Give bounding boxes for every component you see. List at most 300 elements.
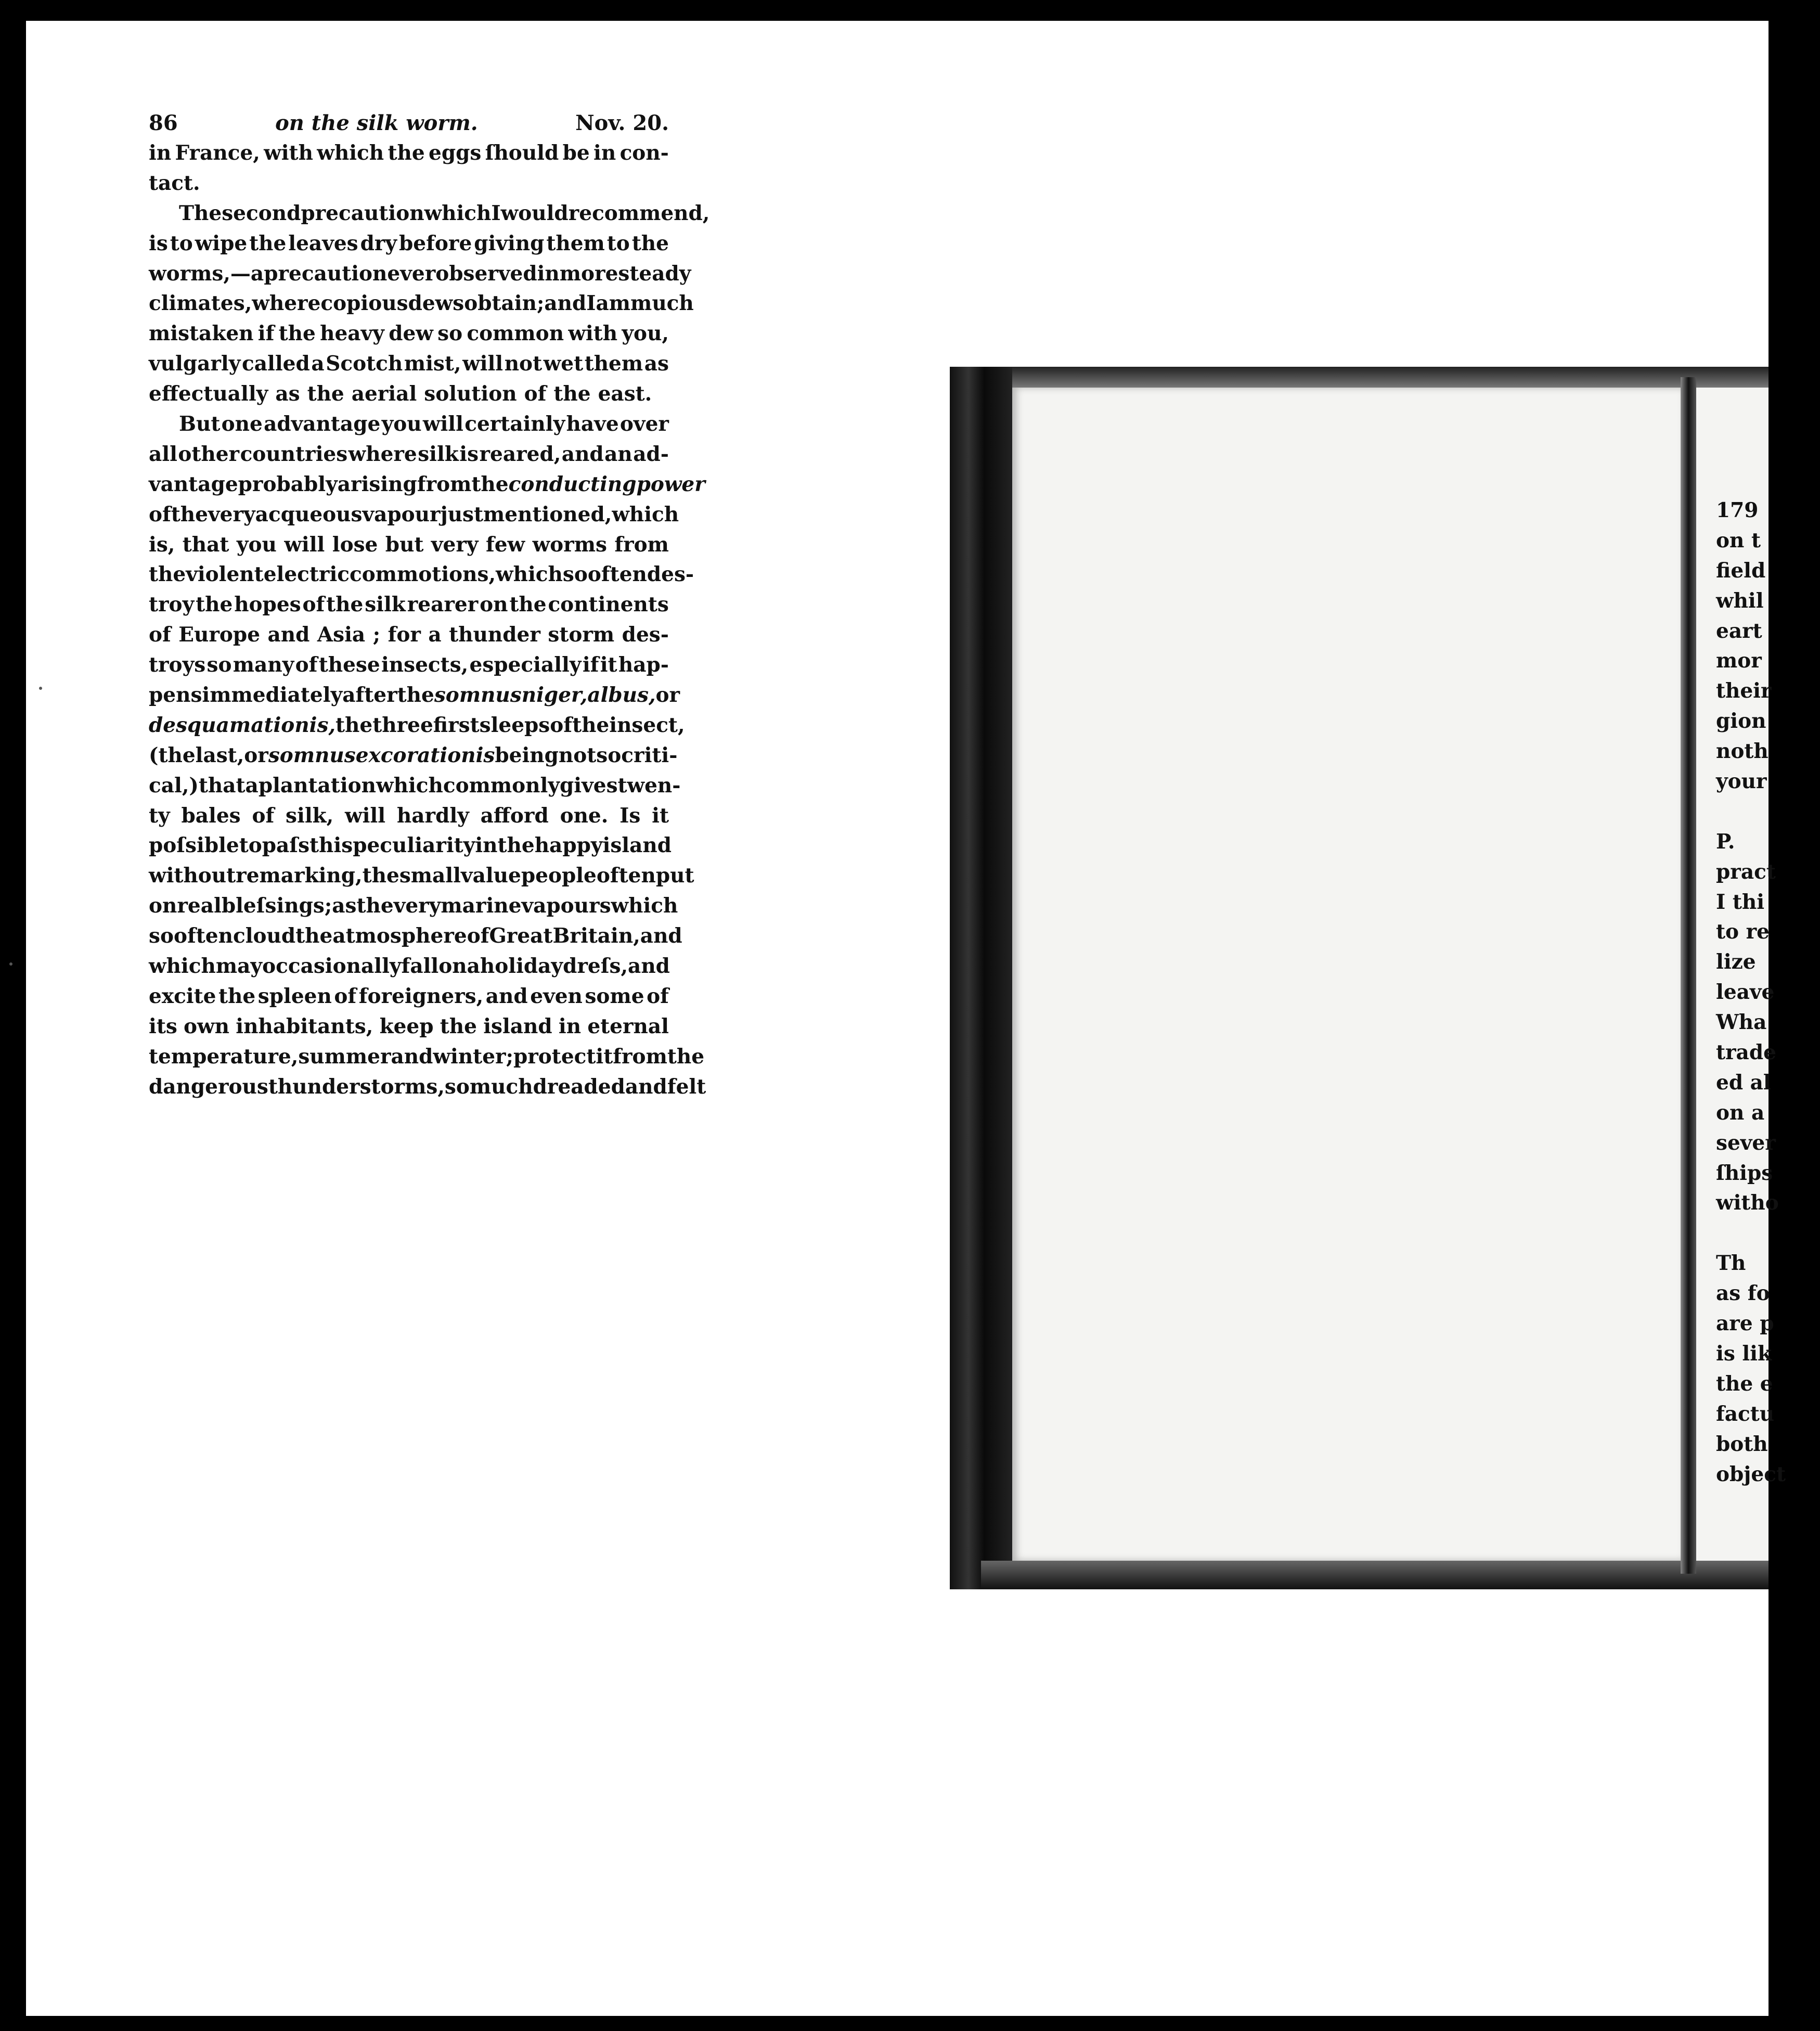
word: after — [342, 683, 397, 708]
right-page-line: 179 — [1716, 498, 1759, 522]
word: much — [469, 1074, 533, 1099]
text-line — [149, 952, 669, 982]
word: des- — [647, 562, 694, 587]
word: an — [604, 442, 633, 466]
word: and — [628, 954, 670, 979]
right-page-line: are p — [1716, 1312, 1774, 1336]
word: silk — [418, 442, 459, 466]
word: But — [179, 412, 221, 436]
word: certainly — [464, 412, 565, 436]
right-page-line: field — [1716, 558, 1766, 583]
word: poſsible — [149, 833, 239, 858]
word: will — [422, 412, 463, 436]
word: violent — [186, 562, 264, 587]
word: of — [467, 924, 489, 948]
word: troys — [149, 653, 206, 677]
right-page-line: witho — [1716, 1191, 1779, 1215]
word: dew — [389, 322, 433, 346]
right-page-line: the e — [1716, 1371, 1773, 1396]
word: countries — [240, 442, 348, 466]
text-line — [149, 590, 669, 620]
scan-speck — [9, 962, 12, 966]
book-gutter — [1681, 377, 1696, 1574]
word: gives — [560, 773, 618, 798]
word: acqueous — [255, 502, 363, 526]
right-page-line: Wha — [1716, 1010, 1767, 1035]
word: and — [391, 1044, 433, 1069]
word: bleſsings — [221, 894, 325, 918]
word: the — [295, 924, 333, 948]
right-page-line: as fo — [1716, 1281, 1770, 1306]
right-page — [1696, 388, 1786, 1561]
word: ; — [536, 291, 545, 316]
word: be — [562, 141, 590, 165]
word: France, — [175, 141, 260, 165]
word: hopes — [234, 593, 301, 617]
text-line — [149, 259, 691, 289]
word: keep — [379, 1014, 434, 1038]
header-date: Nov. 20. — [575, 111, 669, 135]
word: of — [149, 623, 171, 647]
right-page-line: eart — [1716, 619, 1762, 643]
text-line — [149, 741, 678, 771]
word: and — [625, 1074, 667, 1099]
word: where — [348, 442, 417, 466]
word: vantage — [149, 472, 238, 496]
word: in — [149, 141, 172, 165]
word: fall — [401, 954, 439, 979]
right-page-line: trade — [1716, 1040, 1776, 1065]
word: other — [178, 442, 240, 466]
word: to — [239, 833, 262, 858]
word: from — [614, 532, 669, 557]
word: the — [631, 231, 669, 255]
word: giving — [474, 231, 545, 255]
word: as — [275, 382, 300, 406]
right-page-line: your — [1716, 769, 1767, 794]
word: criti- — [621, 743, 678, 767]
word: the — [397, 683, 434, 708]
word: people — [521, 864, 597, 888]
word: so — [149, 924, 174, 948]
word: of — [252, 803, 275, 828]
word: wipe — [195, 231, 248, 255]
word: with — [568, 322, 618, 346]
word: commotions, — [350, 562, 496, 587]
word: foreigners, — [358, 984, 484, 1008]
word: so — [444, 1074, 470, 1099]
word: if — [257, 322, 275, 346]
word: will — [345, 803, 386, 828]
word: is — [459, 442, 479, 466]
word: probably — [238, 472, 338, 496]
word: as — [644, 352, 669, 376]
word: the — [471, 472, 509, 496]
word: you, — [622, 322, 669, 346]
word: somnus — [434, 683, 522, 708]
word: all — [149, 442, 177, 466]
text-line — [149, 319, 669, 349]
word: steady — [618, 261, 691, 286]
word: east. — [598, 382, 652, 406]
word: the — [362, 864, 399, 888]
word: common — [467, 322, 564, 346]
word: plantation — [258, 773, 377, 798]
word: just — [440, 502, 484, 526]
body-lines — [149, 138, 710, 1102]
word: wet — [543, 352, 584, 376]
word: is — [149, 231, 168, 255]
text-line — [149, 771, 681, 801]
word: atmosphere — [332, 924, 467, 948]
word: conducting — [508, 472, 637, 496]
word: am — [596, 291, 631, 316]
word: marine — [441, 894, 522, 918]
word: occasionally — [262, 954, 402, 979]
word: them — [546, 231, 605, 255]
text-line — [149, 620, 669, 650]
word: to — [606, 231, 630, 255]
word: the — [335, 713, 373, 737]
word: lose — [332, 532, 378, 557]
word: the — [497, 833, 535, 858]
word: put — [655, 864, 694, 888]
word: or — [244, 743, 268, 767]
word: vapours — [521, 894, 611, 918]
word: recommend, — [568, 201, 710, 225]
right-page-line: leave — [1716, 980, 1775, 1005]
word: paſs — [262, 833, 310, 858]
word: twen- — [617, 773, 681, 798]
word: over — [619, 412, 669, 436]
word: called — [242, 352, 310, 376]
text-line — [149, 680, 680, 711]
word: ; — [506, 1044, 513, 1069]
word: heavy — [320, 322, 384, 346]
text-line — [149, 199, 710, 229]
word: being — [495, 743, 559, 767]
text-line — [149, 229, 669, 259]
word: observed — [435, 261, 537, 286]
word: last, — [195, 743, 244, 767]
text-line — [149, 349, 669, 379]
word: bales — [181, 803, 241, 828]
word: reared, — [479, 442, 561, 466]
word: con- — [619, 141, 669, 165]
word: des- — [622, 623, 669, 647]
word: many — [233, 653, 294, 677]
word: Europe — [178, 623, 261, 647]
word: as — [332, 894, 357, 918]
word: in — [593, 141, 616, 165]
word: a — [428, 623, 442, 647]
word: vulgarly — [149, 352, 241, 376]
word: I — [586, 291, 596, 316]
word: inhabitants, — [236, 1014, 373, 1038]
right-page-line: mor — [1716, 649, 1762, 673]
word: of — [524, 382, 547, 406]
word: it — [600, 653, 617, 677]
word: mentioned, — [483, 502, 612, 526]
word: the — [388, 141, 425, 165]
word: cal,) — [149, 773, 199, 798]
word: few — [485, 532, 525, 557]
word: island — [483, 1014, 552, 1038]
text-line — [149, 921, 682, 952]
word: with — [264, 141, 313, 165]
word: arising — [337, 472, 417, 496]
word: one — [221, 412, 263, 436]
word: commonly — [443, 773, 560, 798]
word: you — [236, 532, 277, 557]
word: for — [388, 623, 421, 647]
word: advantage — [264, 412, 381, 436]
word: often — [587, 562, 647, 587]
text-line — [149, 409, 669, 440]
word: before — [399, 231, 472, 255]
right-page-line — [1716, 797, 1820, 827]
word: on — [480, 593, 508, 617]
word: may — [215, 954, 263, 979]
word: silk, — [286, 803, 334, 828]
word: storm — [548, 623, 615, 647]
word: the — [509, 593, 547, 617]
right-page-line: lize — [1716, 950, 1756, 974]
book — [950, 367, 1786, 1589]
word: remarking, — [236, 864, 363, 888]
word: the — [572, 713, 610, 737]
word: precaution — [301, 201, 424, 225]
text-line — [149, 801, 669, 831]
word: which — [612, 502, 679, 526]
word: the — [326, 593, 364, 617]
word: dews — [408, 291, 464, 316]
word: of — [334, 984, 357, 1008]
word: so — [562, 562, 588, 587]
word: hardly — [396, 803, 469, 828]
left-page — [1012, 388, 1681, 1561]
word: of — [647, 984, 669, 1008]
word: have — [566, 412, 619, 436]
word: cloud — [233, 924, 296, 948]
word: obtain — [464, 291, 537, 316]
word: desquamationis, — [149, 713, 336, 737]
word: value — [460, 864, 521, 888]
text-line — [149, 440, 669, 470]
word: ever — [387, 261, 436, 286]
word: (the — [149, 743, 196, 767]
word: small — [399, 864, 461, 888]
word: insect, — [609, 713, 685, 737]
left-page-text — [149, 108, 710, 1102]
word: and — [640, 924, 682, 948]
text-line — [149, 530, 669, 560]
book-bottom-edge — [981, 1561, 1769, 1589]
text-line — [149, 169, 669, 199]
word: worms,—a — [149, 261, 264, 286]
word: or — [655, 683, 680, 708]
text-line — [149, 138, 669, 169]
word: not — [504, 352, 543, 376]
word: sleeps — [479, 713, 550, 737]
word: and — [561, 442, 604, 466]
word: vapour — [362, 502, 441, 526]
word: that — [182, 532, 229, 557]
word: continents — [548, 593, 669, 617]
word: the — [440, 1014, 477, 1038]
word: precaution — [264, 261, 388, 286]
text-line — [149, 1072, 706, 1102]
text-line — [149, 982, 669, 1012]
word: felt — [667, 1074, 706, 1099]
word: Is — [619, 803, 641, 828]
word: especially — [469, 653, 582, 677]
word: the — [149, 562, 186, 587]
page-number: 86 — [149, 111, 178, 135]
word: three — [372, 713, 433, 737]
word: the — [667, 1044, 705, 1069]
word: tact. — [149, 171, 200, 195]
text-line — [149, 500, 679, 530]
word: the — [249, 231, 287, 255]
word: real — [177, 894, 222, 918]
word: and — [544, 291, 587, 316]
word: eggs — [429, 141, 482, 165]
right-page-line: is lik — [1716, 1341, 1772, 1366]
text-line — [149, 560, 694, 590]
word: dreaded — [533, 1074, 625, 1099]
word: would — [500, 201, 569, 225]
word: a — [467, 954, 480, 979]
word: on — [149, 894, 177, 918]
right-page-line: P. — [1716, 829, 1735, 854]
word: Great — [489, 924, 553, 948]
word: this — [309, 833, 353, 858]
word: ; — [372, 623, 381, 647]
text-line — [149, 861, 694, 891]
right-page-line: I thi — [1716, 890, 1765, 914]
word: temperature, — [149, 1044, 299, 1069]
word: is, — [149, 532, 175, 557]
word: worms — [532, 532, 607, 557]
right-page-line: Th — [1716, 1251, 1746, 1276]
word: effectually — [149, 382, 268, 406]
word: its — [149, 1014, 177, 1038]
text-line — [149, 891, 678, 921]
word: the — [356, 894, 394, 918]
word: of — [302, 593, 325, 617]
right-page-line: both — [1716, 1432, 1768, 1456]
word: excorationis — [355, 743, 495, 767]
right-page-line — [1716, 1218, 1820, 1249]
word: The — [179, 201, 222, 225]
word: even — [530, 984, 583, 1008]
word: peculiarity — [353, 833, 475, 858]
word: it — [596, 1044, 613, 1069]
word: island — [602, 833, 672, 858]
word: eternal — [587, 1014, 669, 1038]
word: albus, — [587, 683, 656, 708]
word: afford — [480, 803, 549, 828]
word: and — [485, 984, 528, 1008]
word: holiday — [480, 954, 563, 979]
word: without — [149, 864, 236, 888]
running-title: on the silk worm. — [275, 111, 478, 135]
word: Britain, — [552, 924, 640, 948]
word: somnus — [268, 743, 356, 767]
word: a — [245, 773, 259, 798]
word: often — [173, 924, 233, 948]
word: more — [559, 261, 618, 286]
word: pens — [149, 683, 202, 708]
word: niger, — [521, 683, 588, 708]
word: one. — [560, 803, 609, 828]
right-page-line: to re — [1716, 920, 1770, 944]
word: power — [636, 472, 705, 496]
word: from — [613, 1044, 667, 1069]
word: happy — [534, 833, 603, 858]
text-line — [149, 470, 705, 500]
word: ty — [149, 803, 170, 828]
word: so — [437, 322, 463, 346]
word: if — [582, 653, 599, 677]
word: I — [491, 201, 501, 225]
word: dreſs, — [563, 954, 628, 979]
word: the — [171, 502, 208, 526]
word: second — [222, 201, 301, 225]
word: to — [170, 231, 193, 255]
word: winter — [433, 1044, 506, 1069]
word: but — [385, 532, 424, 557]
book-fore-edge — [950, 367, 1012, 1589]
right-page-text — [1716, 496, 1820, 1489]
word: the — [307, 382, 344, 406]
right-page-line: pract — [1716, 859, 1776, 884]
text-line — [149, 1012, 669, 1042]
word: and — [267, 623, 310, 647]
word: dry — [360, 231, 397, 255]
word: mist, — [404, 352, 461, 376]
word: insects, — [381, 653, 469, 677]
word: ; — [324, 894, 332, 918]
word: rearer — [407, 593, 479, 617]
word: often — [596, 864, 656, 888]
word: storms, — [359, 1074, 445, 1099]
word: hap- — [618, 653, 669, 677]
word: of — [550, 713, 573, 737]
word: copious — [320, 291, 408, 316]
word: in — [537, 261, 560, 286]
right-page-line: sever — [1716, 1130, 1776, 1155]
word: very — [208, 502, 255, 526]
word: the — [196, 593, 233, 617]
word: not — [558, 743, 597, 767]
word: in — [475, 833, 498, 858]
word: thunder — [268, 1074, 360, 1099]
text-line — [149, 831, 672, 861]
word: the — [218, 984, 256, 1008]
text-line — [149, 650, 669, 680]
word: which — [424, 201, 492, 225]
word: spleen — [257, 984, 332, 1008]
word: climates, — [149, 291, 252, 316]
word: immediately — [202, 683, 343, 708]
word: which — [376, 773, 443, 798]
word: mistaken — [149, 322, 254, 346]
word: aerial — [351, 382, 417, 406]
text-line — [149, 289, 694, 319]
word: protect — [513, 1044, 596, 1069]
